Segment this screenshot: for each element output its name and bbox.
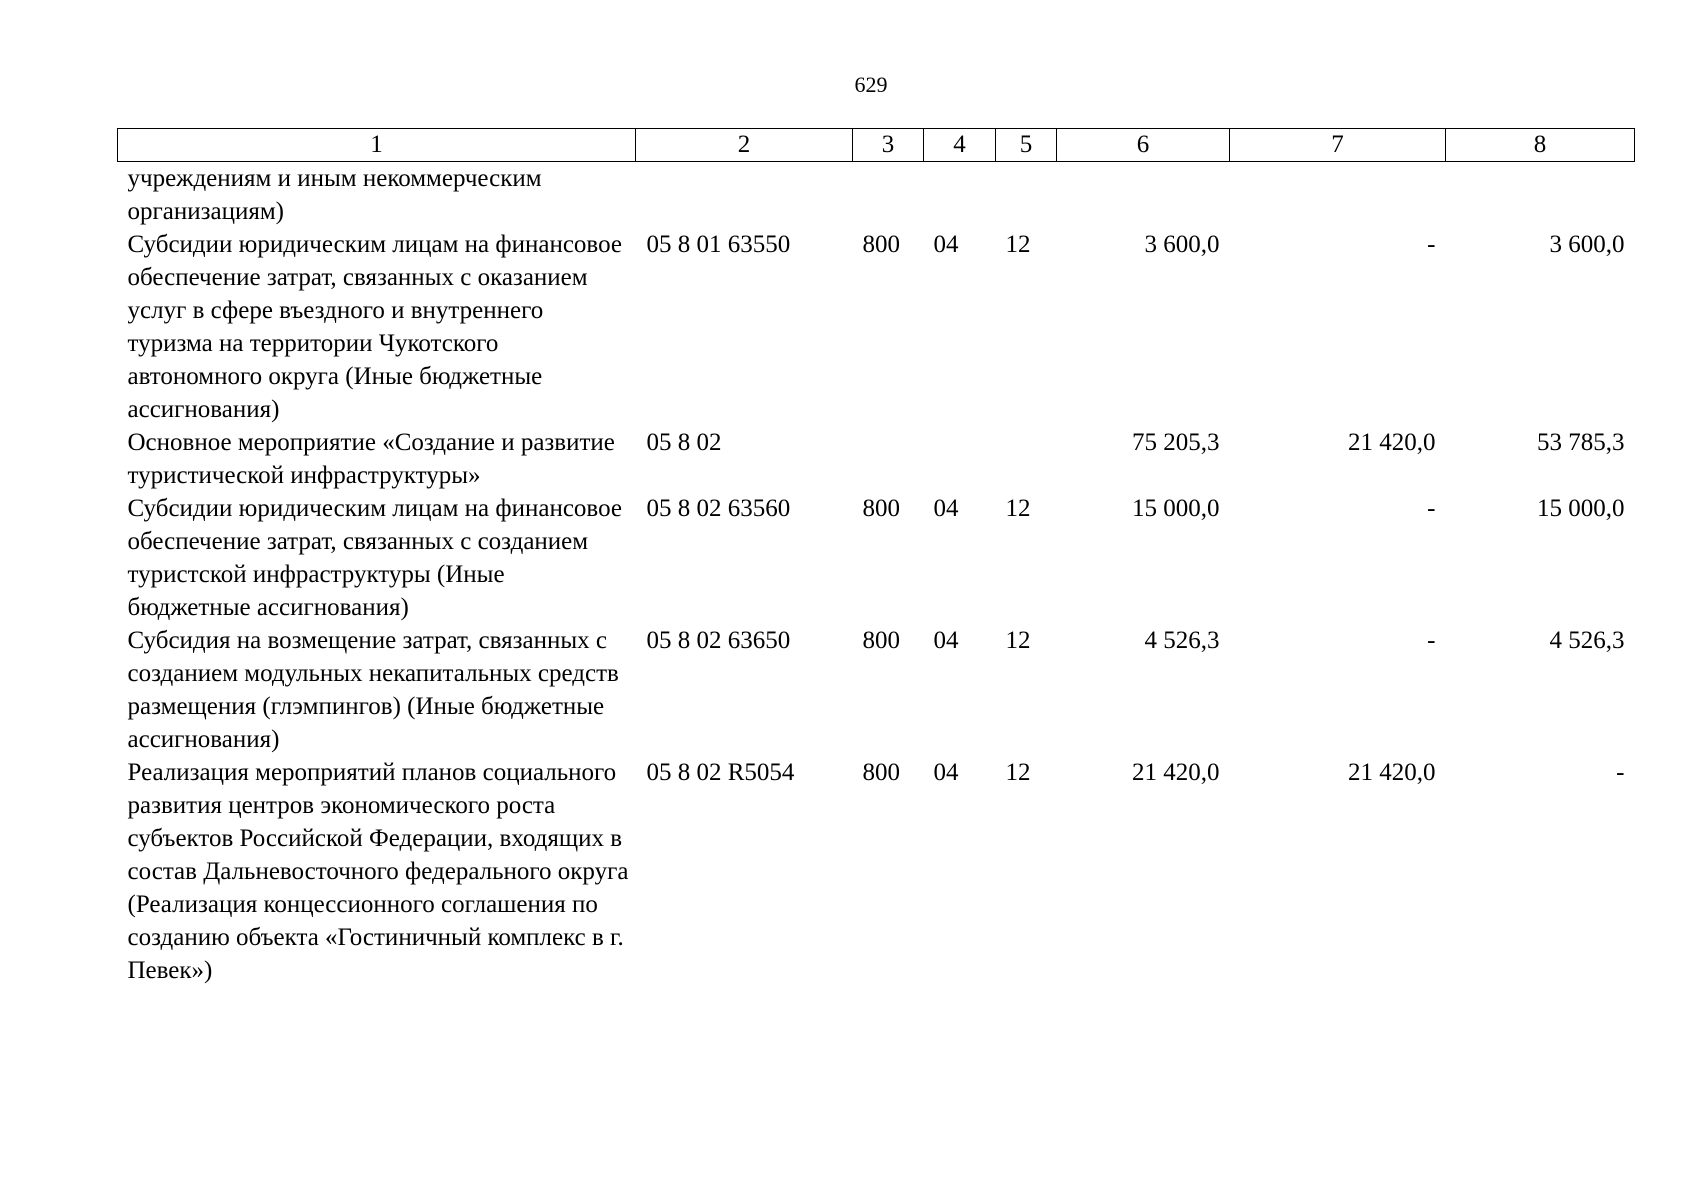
row-col-6: 4 526,3 bbox=[1144, 627, 1220, 654]
row-col-8: 15 000,0 bbox=[1537, 495, 1625, 522]
header-col-8: 8 bbox=[1446, 129, 1635, 162]
row-col-6: 21 420,0 bbox=[1132, 759, 1220, 786]
row-col-4 bbox=[924, 162, 996, 229]
row-col-5 bbox=[996, 162, 1057, 229]
row-code bbox=[636, 162, 853, 229]
row-name: Субсидии юридическим лицам на финансовое обеспечение затрат, связанных с оказанием услуг в сфере въездного и внутреннего туризма на территории Чукотского автономного округа (Иные бюджетные ассигнования) bbox=[127, 231, 622, 423]
row-col-8 bbox=[1446, 162, 1635, 229]
table-row bbox=[118, 624, 1635, 756]
row-col-4 bbox=[924, 426, 996, 492]
table-row bbox=[118, 228, 1635, 426]
row-col-7: 21 420,0 bbox=[1348, 429, 1436, 456]
table-row bbox=[118, 162, 1635, 229]
table-row bbox=[118, 756, 1635, 987]
row-col-7: - bbox=[1427, 495, 1436, 522]
row-code: 05 8 02 R5054 bbox=[646, 759, 795, 786]
header-col-5: 5 bbox=[996, 129, 1057, 162]
header-col-1: 1 bbox=[118, 129, 636, 162]
row-col-3: 800 bbox=[862, 231, 900, 258]
table-row bbox=[118, 426, 1635, 492]
row-col-3: 800 bbox=[862, 627, 900, 654]
row-col-8: 3 600,0 bbox=[1549, 231, 1625, 258]
row-col-5: 12 bbox=[1005, 495, 1031, 522]
row-col-4: 04 bbox=[933, 627, 959, 654]
row-col-6: 75 205,3 bbox=[1132, 429, 1220, 456]
table-header bbox=[118, 129, 1635, 162]
header-col-3: 3 bbox=[853, 129, 924, 162]
page-number: 629 bbox=[854, 72, 888, 97]
row-col-8: 4 526,3 bbox=[1549, 627, 1625, 654]
row-col-4: 04 bbox=[933, 231, 959, 258]
row-col-4: 04 bbox=[933, 495, 959, 522]
table-body bbox=[118, 162, 1635, 988]
row-name: Реализация мероприятий планов социального развития центров экономического роста субъектов Российской Федерации, входящих в состав Дальневосточного федерального округа (Реализация концессионного соглашения по созданию объекта «Гостиничный комплекс в г. Певек») bbox=[127, 759, 629, 984]
row-code: 05 8 02 63650 bbox=[646, 627, 791, 654]
budget-table bbox=[117, 128, 1635, 987]
row-col-7: - bbox=[1427, 231, 1436, 258]
row-col-8: 53 785,3 bbox=[1537, 429, 1625, 456]
row-col-3: 800 bbox=[862, 495, 900, 522]
row-col-3 bbox=[853, 162, 924, 229]
row-col-6: 3 600,0 bbox=[1144, 231, 1220, 258]
row-col-3: 800 bbox=[862, 759, 900, 786]
row-col-6 bbox=[1057, 162, 1230, 229]
budget-table-container bbox=[117, 128, 1634, 987]
row-col-3 bbox=[853, 426, 924, 492]
row-col-5 bbox=[996, 426, 1057, 492]
row-col-5: 12 bbox=[1005, 231, 1031, 258]
row-code: 05 8 02 bbox=[646, 429, 722, 456]
row-col-7: 21 420,0 bbox=[1348, 759, 1436, 786]
row-col-4: 04 bbox=[933, 759, 959, 786]
row-code: 05 8 02 63560 bbox=[646, 495, 791, 522]
row-col-5: 12 bbox=[1005, 759, 1031, 786]
row-name: Субсидия на возмещение затрат, связанных с созданием модульных некапитальных средств размещения (глэмпингов) (Иные бюджетные ассигнования) bbox=[127, 627, 619, 753]
header-col-2: 2 bbox=[636, 129, 853, 162]
header-row bbox=[118, 129, 1635, 162]
header-col-7: 7 bbox=[1230, 129, 1446, 162]
table-row bbox=[118, 492, 1635, 624]
row-code: 05 8 01 63550 bbox=[646, 231, 791, 258]
row-name: учреждениям и иным некоммерческим организациям) bbox=[127, 165, 542, 225]
row-name: Основное мероприятие «Создание и развитие туристической инфраструктуры» bbox=[127, 429, 615, 489]
row-col-7: - bbox=[1427, 627, 1436, 654]
row-col-6: 15 000,0 bbox=[1132, 495, 1220, 522]
row-name: Субсидии юридическим лицам на финансовое обеспечение затрат, связанных с созданием туристской инфраструктуры (Иные бюджетные ассигнования) bbox=[127, 495, 622, 621]
row-col-8: - bbox=[1616, 759, 1625, 786]
header-col-6: 6 bbox=[1057, 129, 1230, 162]
row-col-7 bbox=[1230, 162, 1446, 229]
header-col-4: 4 bbox=[924, 129, 996, 162]
row-col-5: 12 bbox=[1005, 627, 1031, 654]
